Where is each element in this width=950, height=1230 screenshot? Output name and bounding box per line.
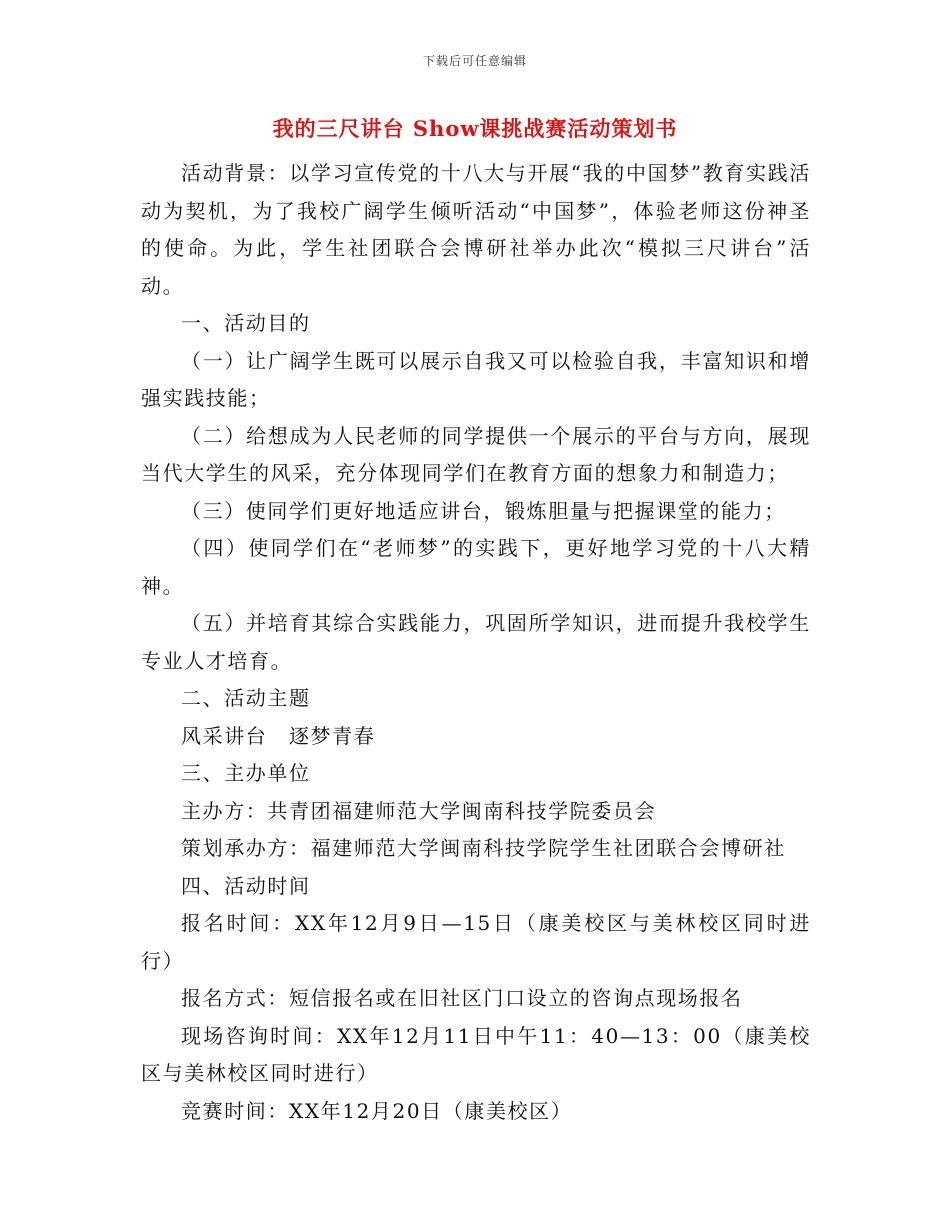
section-heading-theme: 二、活动主题 (181, 686, 311, 710)
paragraph-consultation-time: 现场咨询时间：XX年12月11日中午11：40—13：00（康美校区与美林校区同时进行） (141, 1023, 811, 1085)
paragraph-registration-method: 报名方式：短信报名或在旧社区门口设立的咨询点现场报名 (181, 986, 743, 1010)
paragraph-purpose-3: （三）使同学们更好地适应讲台，锻炼胆量与把握课堂的能力； (181, 498, 786, 523)
paragraph-registration-time: 报名时间：XX年12月9日—15日（康美校区与美林校区同时进行） (141, 911, 811, 973)
paragraph-purpose-4: （四）使同学们在“老师梦”的实践下，更好地学习党的十八大精神。 (141, 536, 811, 598)
paragraph-competition-time: 竞赛时间：XX年12月20日（康美校区） (181, 1098, 573, 1123)
paragraph-background: 活动背景：以学习宣传党的十八大与开展“我的中国梦”教育实践活动为契机，为了我校广阔学生倾听活动“中国梦”，体验老师这份神圣的使命。为此，学生社团联合会博研社举办此次“模拟三尺讲台”活动。 (141, 161, 811, 298)
section-heading-organizer: 三、主办单位 (181, 761, 311, 785)
paragraph-planner: 策划承办方：福建师范大学闽南科技学院学生社团联合会博研社 (181, 836, 786, 860)
paragraph-host: 主办方：共青团福建师范大学闽南科技学院委员会 (181, 798, 657, 823)
page-header-note: 下载后可任意编辑 (422, 54, 527, 68)
paragraph-purpose-2: （二）给想成为人民老师的同学提供一个展示的平台与方向，展现当代大学生的风采，充分体现同学们在教育方面的想象力和制造力； (141, 423, 811, 485)
paragraph-purpose-5: （五）并培育其综合实践能力，巩固所学知识，进而提升我校学生专业人才培育。 (141, 611, 811, 673)
paragraph-purpose-1: （一）让广阔学生既可以展示自我又可以检验自我，丰富知识和增强实践技能； (141, 348, 811, 410)
document-body (141, 155, 811, 1130)
section-heading-time: 四、活动时间 (181, 873, 311, 898)
document-title: 我的三尺讲台 Show课挑战赛活动策划书 (272, 116, 678, 141)
section-heading-purpose: 一、活动目的 (181, 311, 311, 335)
paragraph-theme: 风采讲台 逐梦青春 (181, 723, 376, 748)
